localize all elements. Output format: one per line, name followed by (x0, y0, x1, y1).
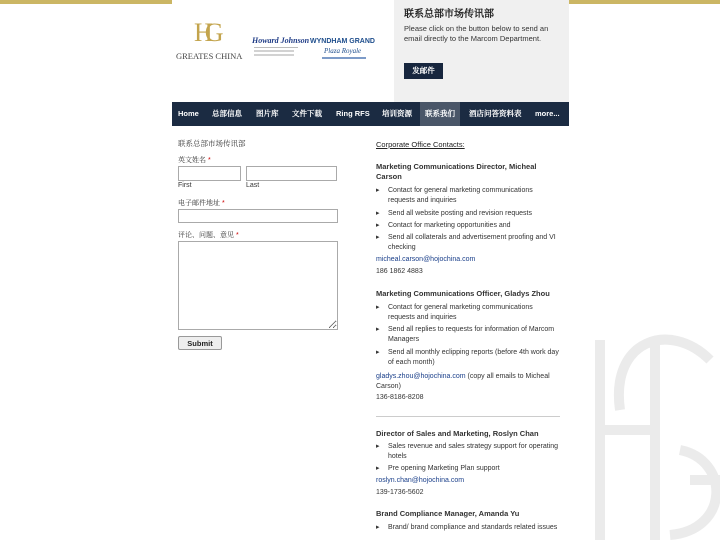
list-item: ▸ Contact for general marketing communications requests and inquiries (376, 304, 533, 321)
carson-email-link[interactable]: micheal.carson@hojochina.com (376, 256, 476, 263)
carson-phone: 186 1862 4883 (376, 268, 423, 275)
comments-label: 评论、问题、意见 * (178, 232, 239, 239)
contact-role-zhou: Marketing Communications Officer, Gladys Zhou (376, 289, 550, 298)
howard-johnson-text: Howard Johnson (252, 36, 310, 45)
wyndham-script-text: Plaza Royale (324, 47, 362, 55)
wyndham-grand-text: WYNDHAM GRAND (310, 38, 375, 45)
nav-item-training[interactable]: 培训资源 (382, 109, 412, 118)
zhou-email-line: gladys.zhou@hojochina.com (copy all emails to Micheal Carson) (376, 373, 550, 390)
header (172, 0, 569, 102)
main-nav (172, 102, 569, 126)
nav-item-hotel-qa[interactable]: 酒店问答资料表 (469, 109, 522, 118)
list-item: ▸ Sales revenue and sales strategy support for operating hotels (376, 443, 559, 460)
nav-item-contact-us[interactable]: 联系我们 (420, 102, 460, 126)
nav-item-more[interactable]: more... (535, 109, 560, 118)
zhou-phone: 136-8186-8208 (376, 394, 424, 401)
zhou-email-link[interactable]: gladys.zhou@hojochina.com (376, 373, 466, 380)
contact-role-carson: Marketing Communications Director, Micheal Carson (376, 162, 537, 181)
hg-monogram: HG (194, 18, 216, 47)
list-item: ▸ Send all collaterals and advertisement proofing and VI checking (376, 234, 556, 251)
nav-item-downloads[interactable]: 文件下载 (292, 109, 322, 118)
page-content (172, 0, 569, 540)
email-label: 电子邮件地址 * (178, 200, 225, 207)
name-label: 英文姓名 * (178, 157, 211, 164)
list-item: ▸ Send all replies to requests for information of Marcom Managers (376, 326, 555, 343)
marcom-description: Please click on the button below to send an email directly to the Marcom Department. (404, 24, 549, 43)
list-item: ▸ Send all website posting and revision requests (376, 210, 532, 217)
brand-logos (172, 0, 394, 102)
list-item: ▸ Pre opening Marketing Plan support (376, 465, 500, 472)
hg-watermark-logo (560, 320, 720, 540)
list-item: ▸ Contact for marketing opportunities and (376, 222, 511, 229)
last-name-input[interactable] (246, 166, 337, 181)
email-input[interactable] (178, 209, 338, 223)
first-sub-label: First (178, 182, 192, 189)
nav-item-home[interactable]: Home (178, 109, 199, 118)
wyndham-grand-logo[interactable] (310, 38, 378, 64)
first-name-input[interactable] (178, 166, 241, 181)
list-item: ▸ Send all monthly eclipping reports (before 4th work day of each month) (376, 349, 559, 366)
comments-textarea[interactable] (178, 241, 338, 330)
send-email-button[interactable]: 发邮件 (404, 63, 443, 79)
list-item: ▸ Brand/ brand compliance and standards related issues (376, 524, 558, 531)
last-sub-label: Last (246, 182, 260, 189)
nav-item-ring-rfs[interactable]: Ring RFS (336, 109, 370, 118)
nav-item-hq-info[interactable]: 总部信息 (212, 109, 242, 118)
contact-role-chan: Director of Sales and Marketing, Roslyn Chan (376, 429, 539, 438)
contacts-title: Corporate Office Contacts: (376, 140, 465, 149)
howard-johnson-logo[interactable] (252, 36, 310, 64)
list-item: ▸ Contact for general marketing communications requests and inquiries (376, 187, 533, 204)
form-section-title: 联系总部市场传讯部 (178, 139, 246, 148)
chan-phone: 139-1736-5602 (376, 489, 424, 496)
howard-johnson-subtext (254, 47, 298, 58)
grates-china-text: GREATES CHINA (176, 51, 243, 61)
marcom-title: 联系总部市场传讯部 (404, 9, 494, 20)
submit-button[interactable]: Submit (178, 336, 222, 350)
left-margin (0, 4, 172, 540)
nav-item-gallery[interactable]: 图片库 (256, 109, 279, 118)
wyndham-subtext (322, 57, 366, 59)
marcom-panel (394, 0, 569, 102)
chan-email-link[interactable]: roslyn.chan@hojochina.com (376, 477, 465, 484)
divider (376, 416, 560, 417)
grates-china-logo[interactable] (176, 18, 243, 64)
contact-role-yu: Brand Compliance Manager, Amanda Yu (376, 509, 520, 518)
